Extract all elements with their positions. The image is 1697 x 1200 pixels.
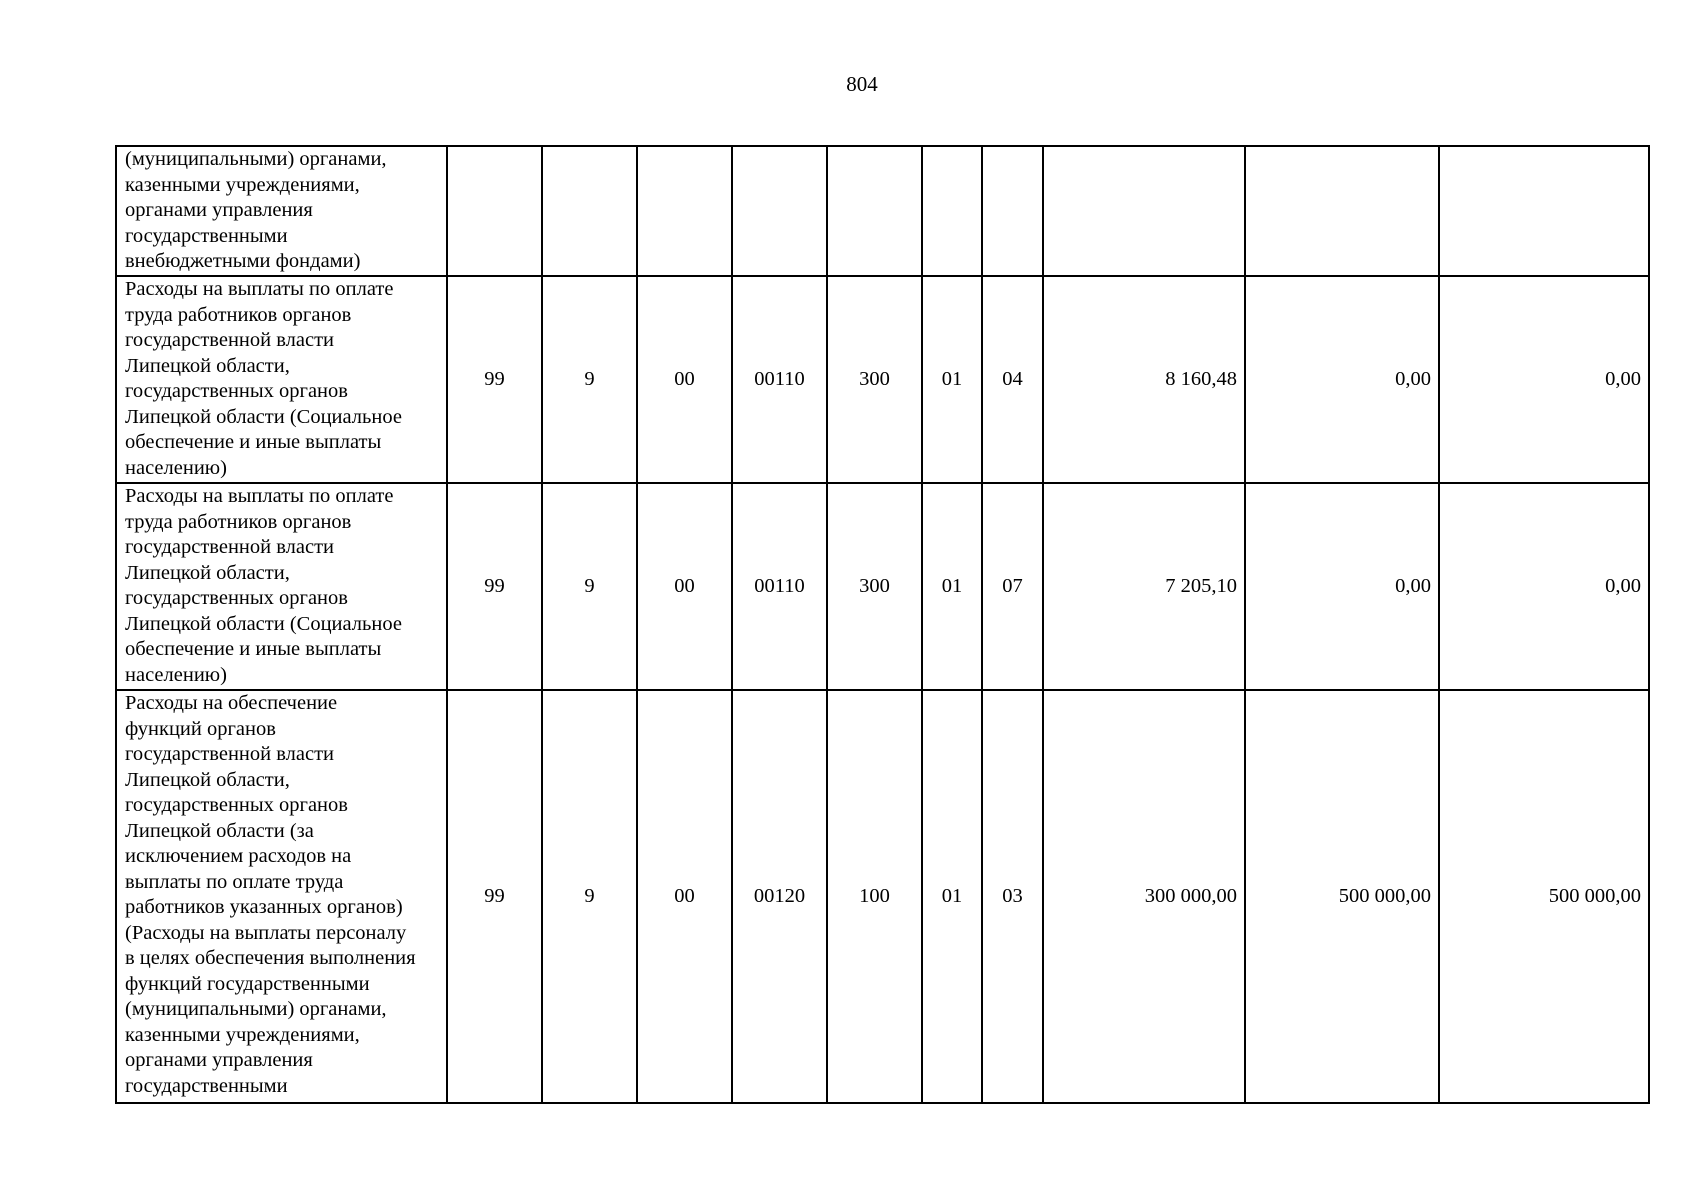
description-line: Липецкой области (Социальное (125, 612, 402, 635)
code-cell: 00120 (732, 690, 827, 1103)
amount-cell (1043, 146, 1245, 276)
code-cell: 01 (922, 276, 982, 483)
description-line: Липецкой области (за (125, 819, 314, 842)
description-line: государственных органов (125, 380, 348, 402)
row-description (116, 690, 447, 1103)
row-description (116, 483, 447, 690)
description-line: государственными (125, 224, 288, 247)
description-line: государственной власти (125, 743, 334, 765)
code-cell: 9 (542, 690, 637, 1103)
description-line: работников указанных органов) (125, 896, 403, 918)
code-cell: 99 (447, 483, 542, 690)
code-cell: 07 (982, 483, 1043, 690)
amount-cell (1439, 146, 1649, 276)
amount-cell: 0,00 (1245, 276, 1439, 483)
table-row (116, 690, 1649, 1103)
description-line: (муниципальными) органами, (125, 998, 387, 1020)
code-cell (922, 146, 982, 276)
description-line: Липецкой области (Социальное (125, 405, 402, 428)
code-cell: 99 (447, 690, 542, 1103)
code-cell: 00110 (732, 483, 827, 690)
description-line: обеспечение и иные выплаты (125, 638, 382, 660)
code-cell (732, 146, 827, 276)
code-cell (637, 146, 732, 276)
description-line: функций государственными (125, 972, 370, 995)
description-line: органами управления (125, 199, 313, 221)
table-row (116, 276, 1649, 483)
description-line: населению) (125, 663, 227, 686)
description-line: (Расходы на выплаты персоналу (125, 921, 407, 944)
amount-cell: 0,00 (1439, 276, 1649, 483)
description-line: Липецкой области, (125, 768, 290, 791)
code-cell: 300 (827, 276, 922, 483)
amount-cell: 500 000,00 (1245, 690, 1439, 1103)
page-number: 804 (846, 72, 878, 96)
code-cell: 300 (827, 483, 922, 690)
description-line: труда работников органов (125, 303, 352, 326)
code-cell: 00 (637, 276, 732, 483)
description-line: государственной власти (125, 329, 334, 351)
description-line: государственной власти (125, 536, 334, 558)
code-cell (982, 146, 1043, 276)
description-line: государственными (125, 1074, 288, 1097)
description-line: внебюджетными фондами) (125, 250, 361, 272)
amount-cell: 7 205,10 (1043, 483, 1245, 690)
description-line: труда работников органов (125, 510, 352, 533)
table-row (116, 483, 1649, 690)
description-line: функций органов (125, 717, 276, 740)
code-cell: 9 (542, 276, 637, 483)
amount-cell: 0,00 (1245, 483, 1439, 690)
description-line: казенными учреждениями, (125, 173, 360, 196)
budget-table (115, 145, 1650, 1104)
description-line: государственных органов (125, 587, 348, 609)
code-cell: 00110 (732, 276, 827, 483)
description-line: государственных органов (125, 794, 348, 816)
table-row (116, 146, 1649, 276)
amount-cell: 300 000,00 (1043, 690, 1245, 1103)
amount-cell: 500 000,00 (1439, 690, 1649, 1103)
description-line: Липецкой области, (125, 561, 290, 584)
description-line: обеспечение и иные выплаты (125, 431, 382, 453)
code-cell: 01 (922, 690, 982, 1103)
code-cell: 99 (447, 276, 542, 483)
code-cell: 04 (982, 276, 1043, 483)
code-cell: 9 (542, 483, 637, 690)
description-line: Расходы на выплаты по оплате (125, 278, 394, 300)
code-cell: 100 (827, 690, 922, 1103)
description-line: выплаты по оплате труда (125, 870, 344, 893)
code-cell (542, 146, 637, 276)
row-description (116, 146, 447, 276)
description-line: Липецкой области, (125, 354, 290, 377)
description-line: населению) (125, 456, 227, 479)
amount-cell: 8 160,48 (1043, 276, 1245, 483)
amount-cell (1245, 146, 1439, 276)
code-cell: 00 (637, 483, 732, 690)
description-line: (муниципальными) органами, (125, 148, 387, 170)
code-cell: 01 (922, 483, 982, 690)
description-line: Расходы на выплаты по оплате (125, 485, 394, 507)
description-line: казенными учреждениями, (125, 1023, 360, 1046)
amount-cell: 0,00 (1439, 483, 1649, 690)
description-line: исключением расходов на (125, 845, 352, 867)
code-cell (447, 146, 542, 276)
description-line: Расходы на обеспечение (125, 692, 338, 714)
code-cell: 00 (637, 690, 732, 1103)
description-line: органами управления (125, 1049, 313, 1071)
description-line: в целях обеспечения выполнения (125, 947, 416, 969)
row-description (116, 276, 447, 483)
code-cell: 03 (982, 690, 1043, 1103)
code-cell (827, 146, 922, 276)
